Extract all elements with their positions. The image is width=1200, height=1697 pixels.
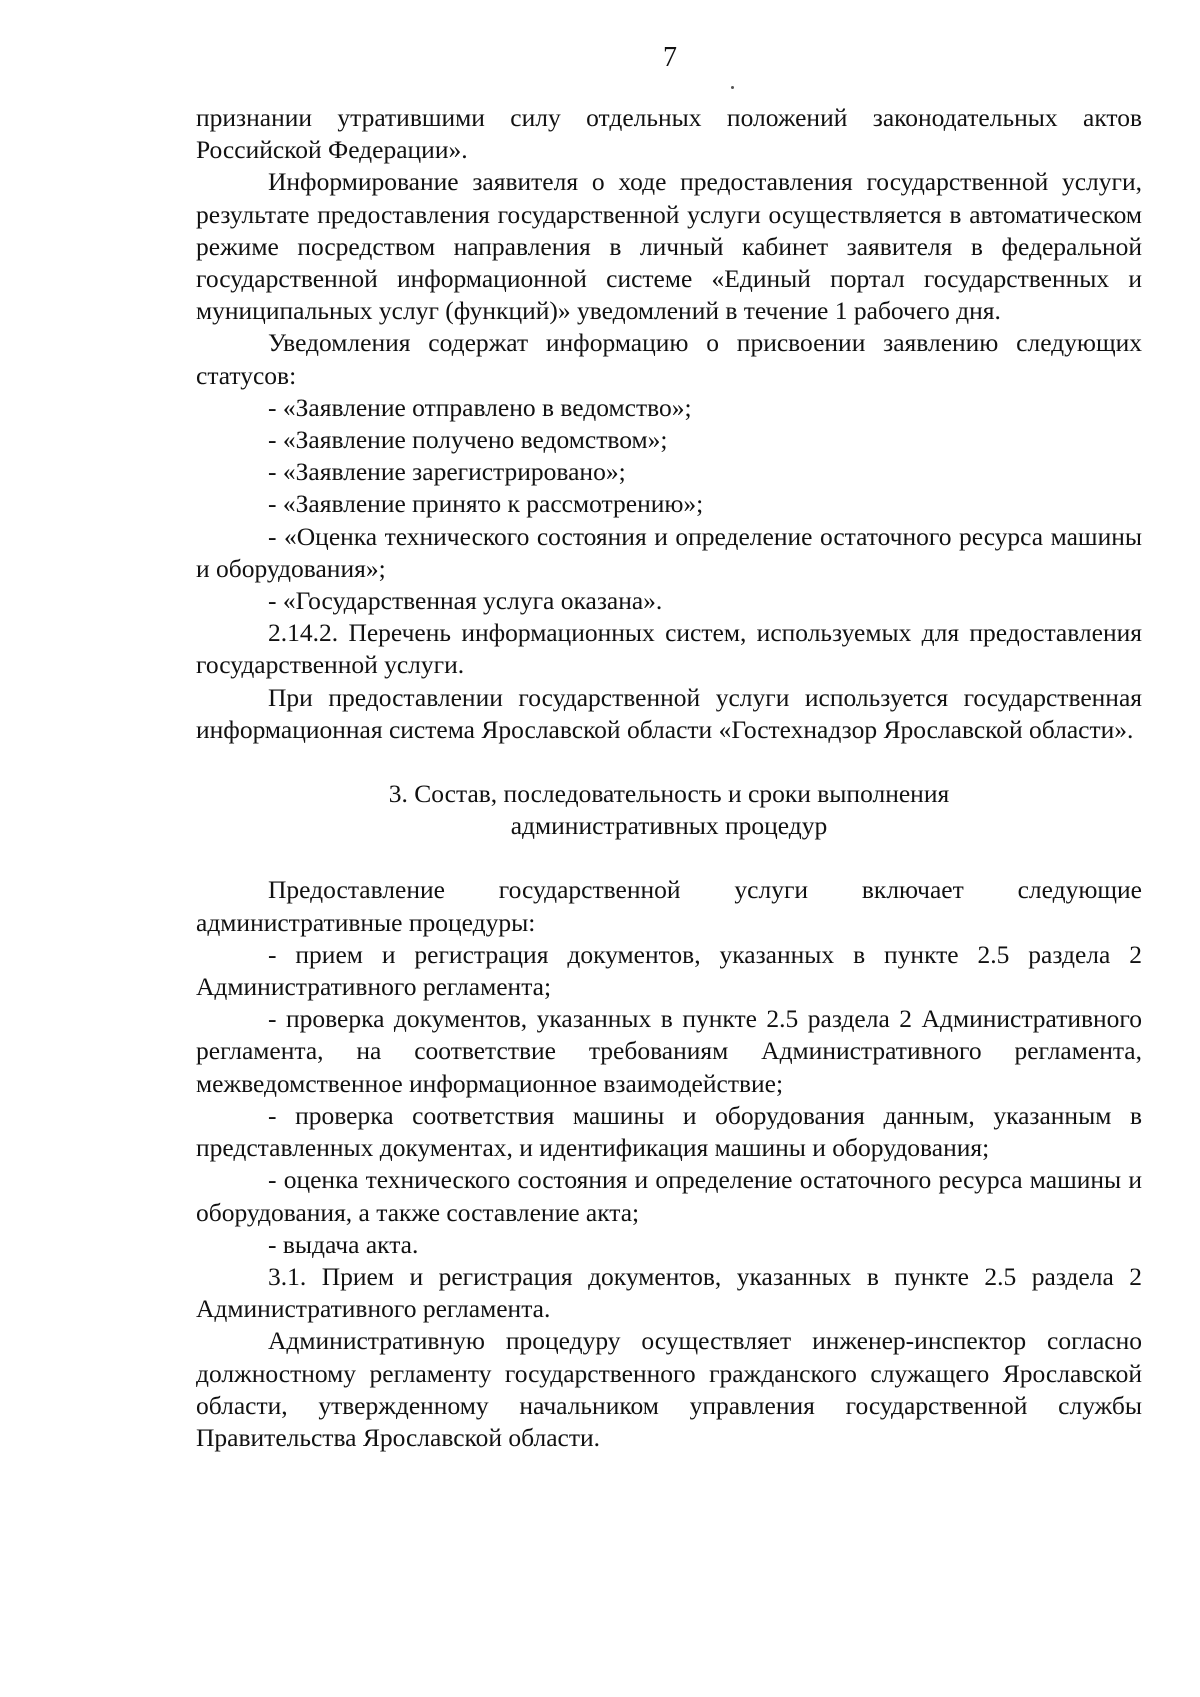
list-item-status: - «Оценка технического состояния и определение остаточного ресурса машины и оборудования»; [196, 521, 1142, 583]
document-body [196, 102, 1142, 1454]
paragraph-informing: Информирование заявителя о ходе предоставления государственной услуги, результате предоставления государственной услуги осуществляется в автоматическом режиме посредством направления в личный кабинет заявителя в федеральной государственной информационной системе «Единый портал государственных и муниципальных услуг (функций)» уведомлений в течение 1 рабочего дня. [196, 167, 1142, 326]
section-heading-line-2: административных процедур [510, 811, 828, 841]
list-item-status: - «Заявление получено ведомством»; [268, 425, 668, 455]
list-item-status: - «Заявление отправлено в ведомство»; [268, 392, 692, 422]
paragraph-clause-2-14-2: 2.14.2. Перечень информационных систем, используемых для предоставления государственной услуги. [196, 618, 1142, 680]
scan-speck [731, 86, 734, 89]
list-item-status: - «Государственная услуга оказана». [268, 586, 663, 616]
page-number: 7 [663, 42, 677, 73]
list-item-status: - «Заявление зарегистрировано»; [268, 457, 626, 487]
paragraph-procedure-executor: Административную процедуру осуществляет инженер-инспектор согласно должностному регламенту государственного гражданского служащего Ярославской области, утвержденному начальником управления государственной службы Правительства Ярославской области. [196, 1326, 1142, 1452]
section-heading-line-1: 3. Состав, последовательность и сроки выполнения [388, 779, 950, 809]
list-item-procedure: - проверка соответствия машины и оборудования данным, указанным в представленных документах, и идентификация машины и оборудования; [196, 1100, 1142, 1163]
list-item-procedure: - выдача акта. [268, 1229, 419, 1259]
list-item-procedure: - проверка документов, указанных в пункте 2.5 раздела 2 Административного регламента, на соответствие требованиям Административного регламента, межведомственное информационное взаимодействие; [196, 1004, 1142, 1098]
paragraph-information-system: При предоставлении государственной услуги используется государственная информационная система Ярославской области «Гостехнадзор Ярославской области». [196, 682, 1142, 744]
list-item-status: - «Заявление принято к рассмотрению»; [268, 489, 704, 519]
section-heading [196, 778, 1142, 842]
paragraph-clause-3-1: 3.1. Прием и регистрация документов, указанных в пункте 2.5 раздела 2 Административного регламента. [196, 1261, 1142, 1324]
paragraph-continuation: признании утратившими силу отдельных положений законодательных актов Российской Федерации». [196, 103, 1142, 165]
paragraph-notifications: Уведомления содержат информацию о присвоении заявлению следующих статусов: [196, 328, 1142, 390]
paragraph-procedures-intro: Предоставление государственной услуги включает следующие административные процедуры: [196, 875, 1142, 937]
list-item-procedure: - прием и регистрация документов, указанных в пункте 2.5 раздела 2 Административного регламента; [196, 939, 1142, 1002]
list-item-procedure: - оценка технического состояния и определение остаточного ресурса машины и оборудования, а также составление акта; [196, 1165, 1142, 1227]
